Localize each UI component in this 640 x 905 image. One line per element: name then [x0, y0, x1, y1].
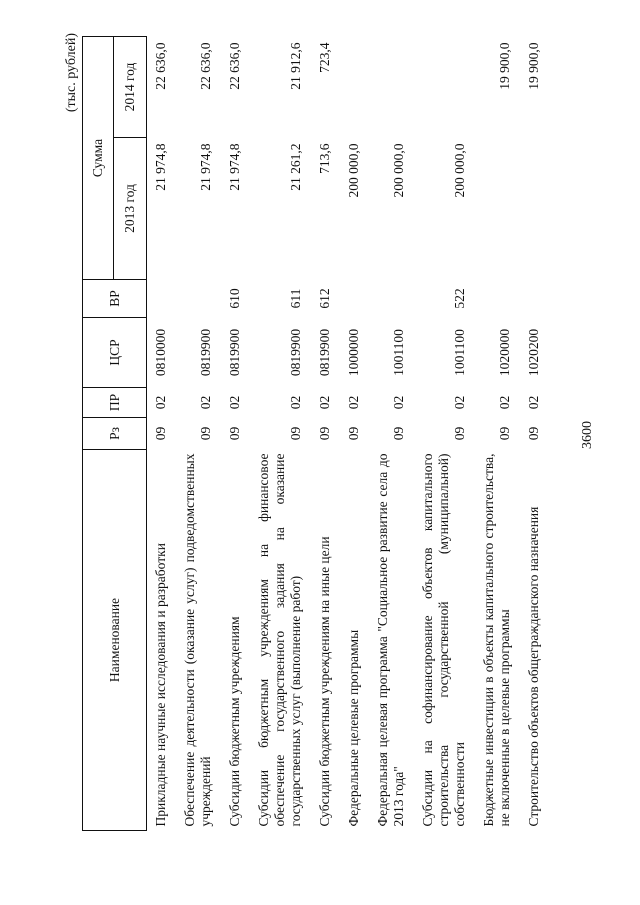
- row-name: Обеспечение деятельности (оказание услуг) подведомственных учреждений: [182, 453, 213, 827]
- row-csr: 1001100: [391, 329, 406, 376]
- row-amount-2013: 21 974,8: [227, 143, 242, 191]
- row-name: Федеральные целевые программы: [346, 629, 361, 827]
- row-amount-2013: 200 000,0: [391, 143, 406, 198]
- row-name: Прикладные научные исследования и разработки: [153, 543, 168, 827]
- table-row: [147, 36, 177, 830]
- header-vr: ВР: [83, 280, 147, 318]
- table-row: [414, 36, 475, 830]
- budget-table: [82, 36, 549, 831]
- table-row: [311, 36, 340, 830]
- row-name: Субсидии на софинансирование объектов капитального строительства государственной (муниципальной) собственности: [420, 453, 467, 827]
- row-csr: 1000000: [346, 328, 361, 377]
- table-row: [250, 36, 311, 830]
- row-rz: 09: [227, 426, 242, 441]
- row-rz: 09: [317, 426, 332, 441]
- row-csr: 0819900: [198, 328, 213, 377]
- row-pr: 02: [497, 395, 512, 410]
- table-body: [147, 36, 550, 830]
- row-pr: 02: [198, 395, 213, 410]
- row-amount-2014: 19 900,0: [497, 42, 512, 90]
- row-vr: [369, 280, 414, 318]
- row-pr: 02: [317, 395, 332, 410]
- row-amount-2014: 22 636,0: [227, 42, 242, 90]
- row-rz: 09: [391, 426, 406, 441]
- header-rz: Рз: [83, 418, 147, 450]
- row-pr: 02: [153, 395, 168, 410]
- row-name: Субсидии бюджетным учреждениям на финансовое обеспечение государственного задания на оказание государственных услуг (выполнение работ): [256, 453, 303, 827]
- table-row: [475, 36, 520, 830]
- row-amount-2014: 19 900,0: [526, 42, 541, 90]
- row-rz: 09: [153, 426, 168, 441]
- row-csr: 1020000: [497, 328, 512, 377]
- row-pr: 02: [391, 395, 406, 410]
- row-amount-2014: [340, 36, 369, 137]
- row-pr: 02: [526, 395, 541, 410]
- row-pr: 02: [227, 395, 242, 410]
- header-sum: Сумма: [83, 36, 114, 279]
- row-pr: 02: [452, 395, 467, 410]
- row-name: Федеральная целевая программа "Социальное развитие села до 2013 года": [375, 453, 406, 827]
- header-year-2013: 2013 год: [114, 138, 147, 280]
- row-amount-2013: [520, 138, 549, 280]
- row-amount-2013: 21 261,2: [288, 143, 303, 191]
- row-amount-2014: 723,4: [317, 42, 332, 73]
- row-pr: 02: [288, 395, 303, 410]
- row-name: Строительство объектов общегражданского назначения: [526, 506, 541, 827]
- row-amount-2013: 21 974,8: [153, 143, 168, 191]
- header-csr: ЦСР: [83, 318, 147, 388]
- row-csr: 0810000: [153, 328, 168, 377]
- page-number: 3600: [580, 421, 595, 449]
- row-amount-2013: 713,6: [317, 143, 332, 174]
- row-amount-2014: 22 636,0: [153, 42, 168, 90]
- row-vr: [475, 280, 520, 318]
- row-amount-2014: [414, 36, 475, 137]
- row-rz: 09: [346, 426, 361, 441]
- header-year-2014: 2014 год: [114, 36, 147, 137]
- row-name: Субсидии бюджетным учреждениям: [227, 616, 242, 827]
- row-rz: 09: [288, 426, 303, 441]
- row-vr: 612: [317, 288, 332, 309]
- row-rz: 09: [497, 426, 512, 441]
- units-note: (тыс. рублей): [64, 33, 79, 113]
- table-row: [176, 36, 221, 830]
- row-pr: 02: [346, 395, 361, 410]
- table-row: [340, 36, 369, 830]
- table-row: [369, 36, 414, 830]
- row-vr: 611: [288, 288, 303, 309]
- row-csr: 1020200: [526, 328, 541, 377]
- table-row: [520, 36, 549, 830]
- row-csr: 0819900: [317, 328, 332, 377]
- row-amount-2013: 21 974,8: [198, 143, 213, 191]
- row-csr: 1001100: [452, 329, 467, 376]
- row-vr: [520, 280, 549, 318]
- header-pr: ПР: [83, 388, 147, 418]
- row-amount-2014: [369, 36, 414, 137]
- table-row: [221, 36, 250, 830]
- row-rz: 09: [198, 426, 213, 441]
- row-vr: 522: [452, 288, 467, 309]
- row-vr: [147, 280, 177, 318]
- row-name: Субсидии бюджетным учреждениям на иные цели: [317, 536, 332, 827]
- row-csr: 0819900: [227, 328, 242, 377]
- row-rz: 09: [452, 426, 467, 441]
- row-amount-2013: 200 000,0: [452, 143, 467, 198]
- row-vr: [340, 280, 369, 318]
- row-amount-2014: 22 636,0: [198, 42, 213, 90]
- row-name: Бюджетные инвестиции в объекты капитального строительства, не включенные в целевые программы: [481, 453, 512, 827]
- row-rz: 09: [526, 426, 541, 441]
- row-amount-2013: [475, 138, 520, 280]
- row-amount-2013: 200 000,0: [346, 143, 361, 198]
- row-csr: 0819900: [288, 328, 303, 377]
- header-name: Наименование: [83, 450, 147, 831]
- row-vr: 610: [227, 288, 242, 309]
- row-amount-2014: 21 912,6: [288, 42, 303, 90]
- row-vr: [176, 280, 221, 318]
